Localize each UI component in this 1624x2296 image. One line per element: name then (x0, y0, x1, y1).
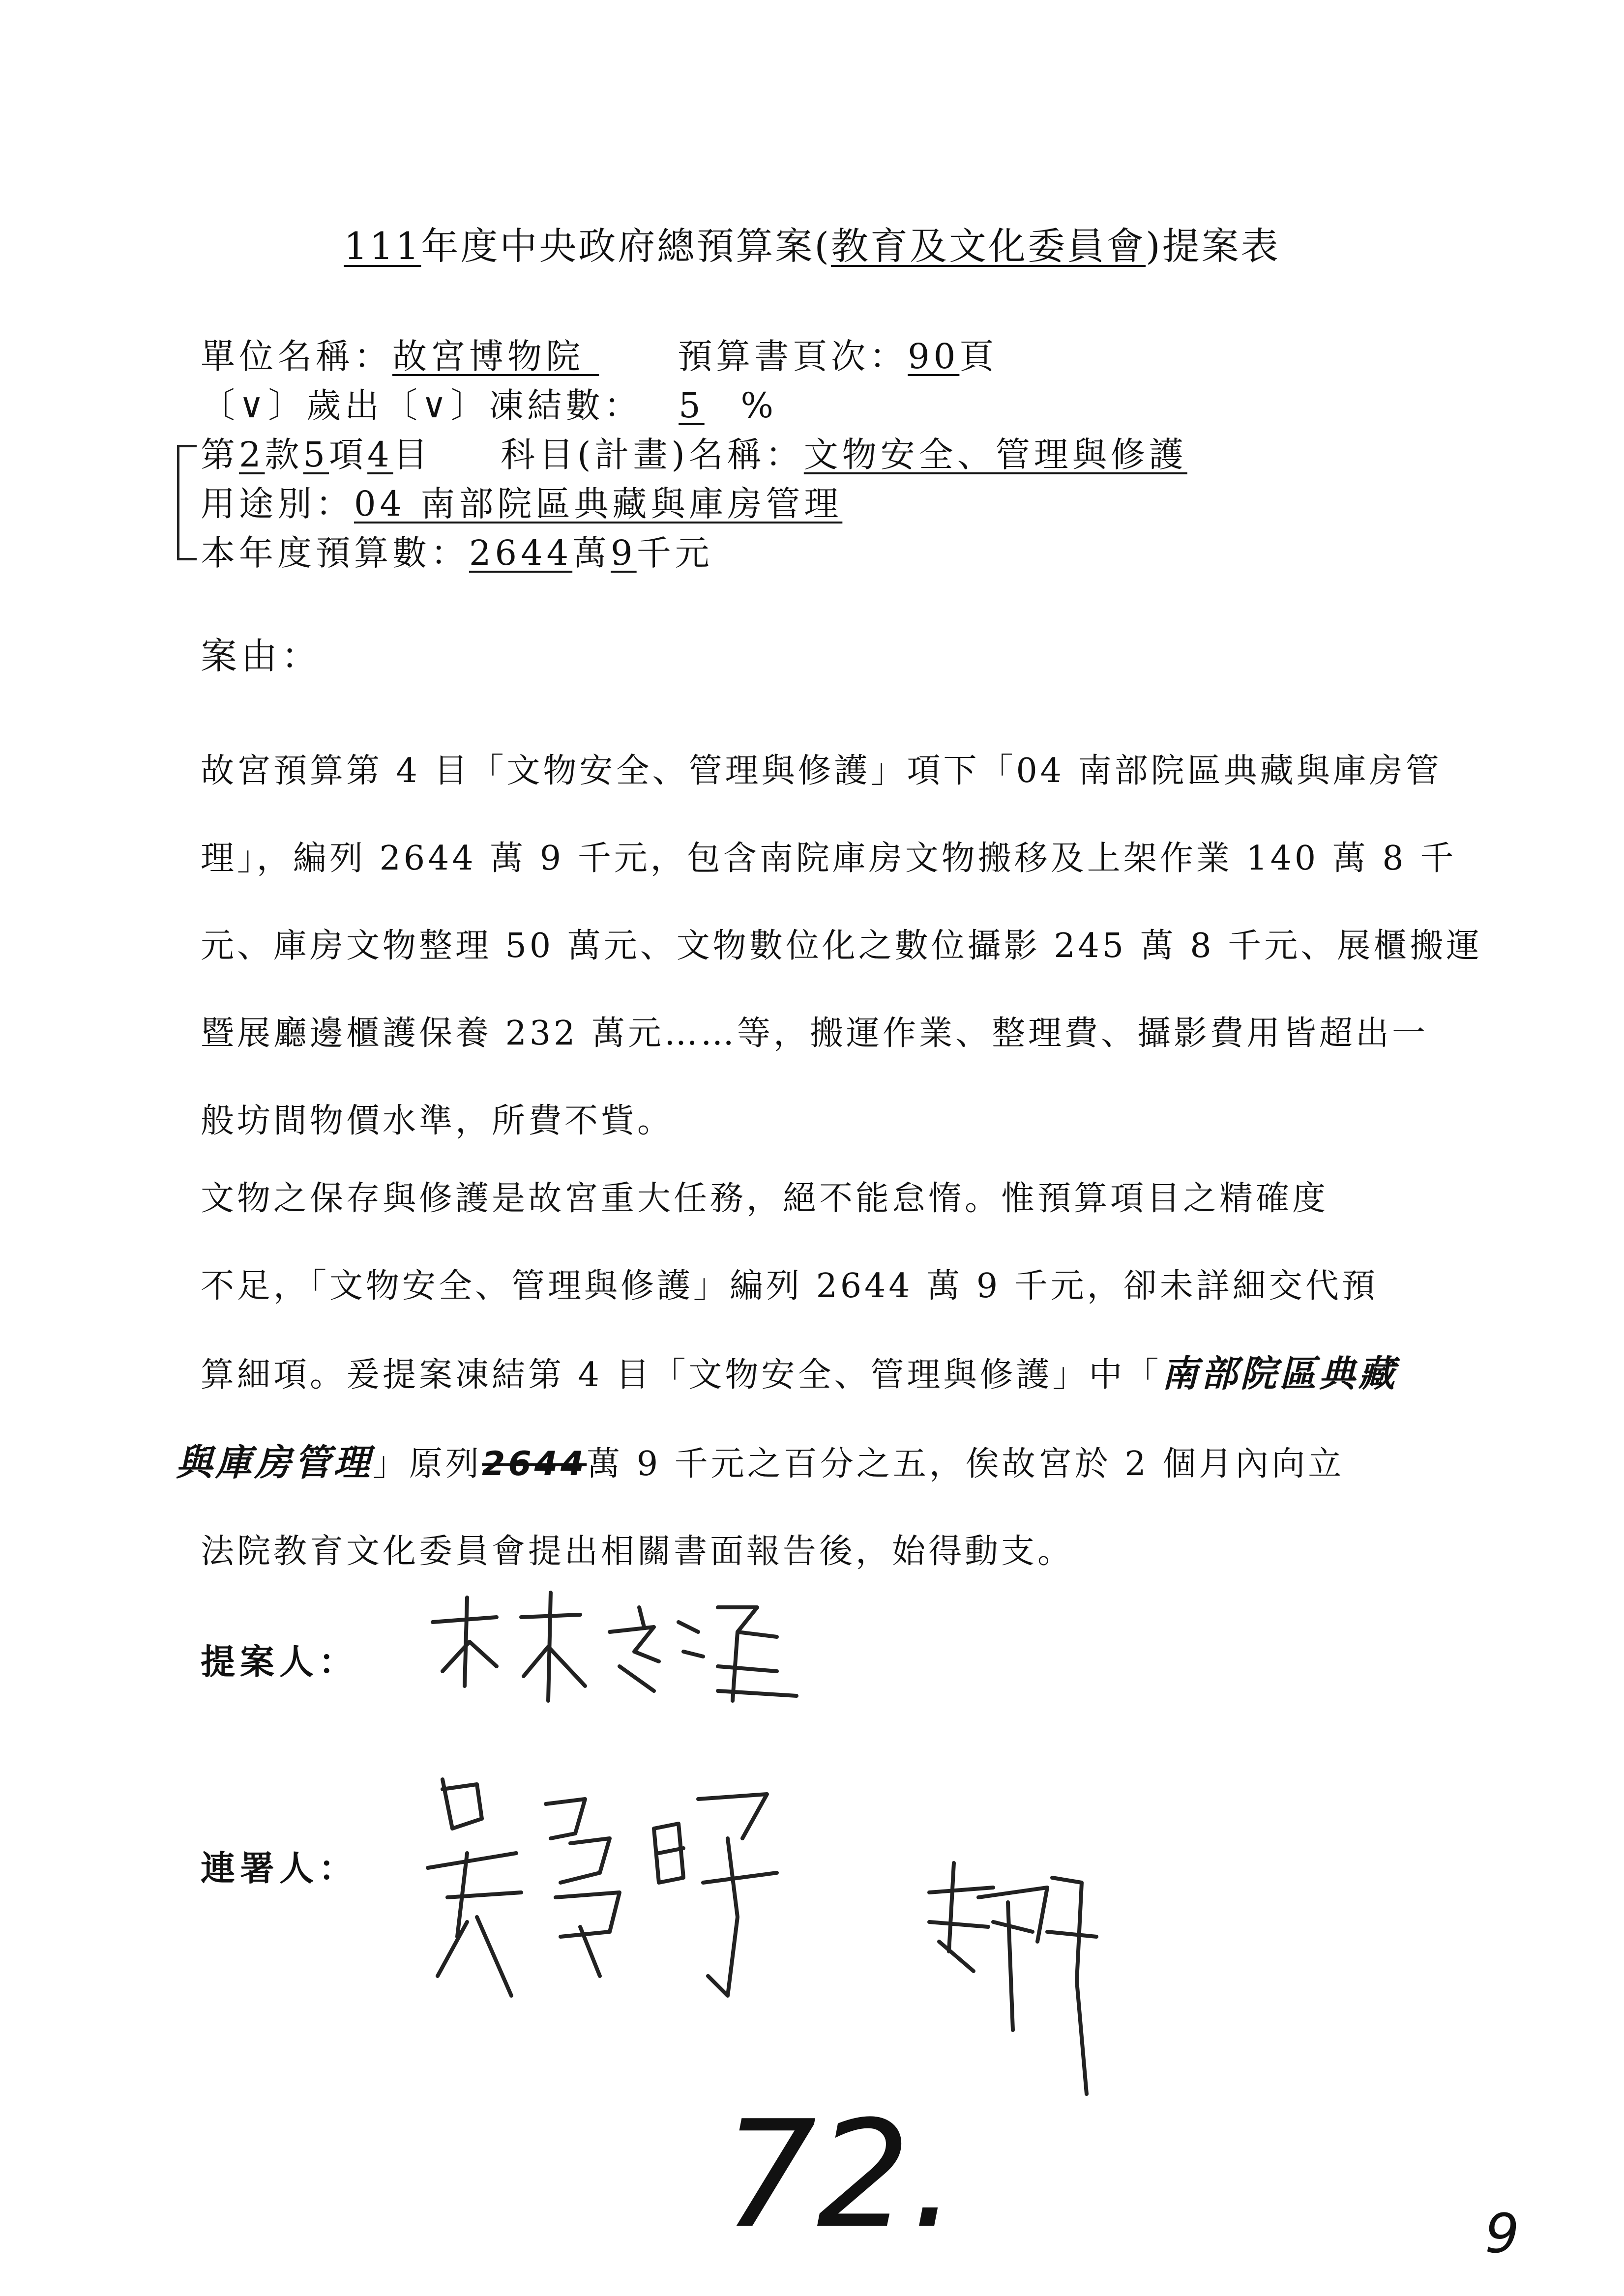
bracket-top (177, 445, 197, 447)
bracket-vertical (177, 445, 179, 560)
kuan-label: 款 (265, 435, 303, 475)
unit-underline-fill (584, 334, 663, 378)
paragraph-2-line (176, 1419, 1398, 1508)
freeze-unit: % (740, 385, 777, 426)
budget-row (201, 531, 713, 575)
bracket-bottom (177, 558, 197, 560)
cosigner-signature-2-icon (919, 1853, 1126, 2109)
handwritten-number: 2644 (482, 1445, 587, 1483)
reason-heading: 案由： (201, 635, 322, 677)
paragraph-1-line: 故宮預算第 4 目「文物安全、管理與修護」項下「04 南部院區典藏與庫房管 (201, 752, 1442, 790)
item-row (201, 433, 1187, 477)
subject-value: 文物安全、管理與修護 (803, 435, 1187, 475)
budget-qian-label: 千元 (636, 533, 713, 573)
mu-label: 目 (393, 435, 432, 475)
page-value: 90 (908, 336, 960, 377)
paragraph-1-line: 般坊間物價水準，所費不貲。 (201, 1102, 674, 1140)
title-part1: 年度中央政府總預算案( (421, 224, 831, 268)
handwritten-insert: 與庫房管理 (176, 1442, 373, 1484)
cosigner-signature-1-icon (423, 1770, 841, 2025)
paragraph-2-line (201, 1330, 1398, 1419)
page-title (0, 216, 1624, 270)
proposer-signature-icon (423, 1588, 816, 1715)
paragraph-1-line: 理」，編列 2644 萬 9 千元，包含南院庫房文物搬移及上架作業 140 萬 8 千 (201, 839, 1457, 878)
page-label: 預算書頁次： (678, 336, 908, 377)
title-committee: 教育及文化委員會 (831, 224, 1146, 268)
freeze-prefix: 〔∨〕歲出〔∨〕凍結數： (201, 385, 643, 426)
proposer-label: 提案人： (201, 1642, 358, 1682)
paragraph-1 (201, 727, 1482, 1165)
paragraph-2-line: 法院教育文化委員會提出相關書面報告後，始得動支。 (201, 1532, 1074, 1571)
usage-label: 用途別： (201, 484, 354, 524)
paragraph-1-line: 暨展廳邊櫃護保養 232 萬元……等，搬運作業、整理費、攝影費用皆超出一 (201, 1014, 1429, 1053)
handwritten-insert: 南部院區典藏 (1161, 1353, 1398, 1395)
paragraph-2-text: 萬 9 千元之百分之五，俟故宮於 2 個月內向立 (587, 1445, 1345, 1483)
usage-row (201, 482, 842, 526)
budget-qian-value: 9 (611, 533, 637, 573)
unit-label: 單位名稱： (201, 336, 392, 377)
xiang-value: 5 (303, 435, 329, 475)
subject-label: 科目(計畫)名稱： (501, 435, 804, 475)
handwritten-number-72: 72. (723, 2089, 958, 2261)
paragraph-2-text: 」原列 (373, 1445, 482, 1483)
budget-wan-label: 萬 (572, 533, 611, 573)
page-unit: 頁 (959, 336, 998, 377)
paragraph-1-line: 元、庫房文物整理 50 萬元、文物數位化之數位攝影 245 萬 8 千元、展櫃搬運 (201, 927, 1483, 965)
mu-value: 4 (367, 435, 393, 475)
paragraph-2-text: 算細項。爰提案凍結第 4 目「文物安全、管理與修護」中「 (201, 1356, 1162, 1395)
paragraph-2-line: 文物之保存與修護是故宮重大任務，絕不能怠惰。惟預算項目之精確度 (201, 1179, 1329, 1218)
title-part2: )提案表 (1146, 224, 1280, 268)
xiang-label: 項 (329, 435, 368, 475)
freeze-row (201, 383, 777, 428)
paragraph-2-line: 不足，「文物安全、管理與修護」編列 2644 萬 9 千元，卻未詳細交代預 (201, 1267, 1378, 1306)
budget-label: 本年度預算數： (201, 533, 469, 573)
kuan-value: 2 (239, 435, 265, 475)
item-prefix: 第 (201, 435, 239, 475)
page-number: 9 (1485, 2202, 1519, 2265)
usage-value: 04 南部院區典藏與庫房管理 (354, 484, 843, 524)
title-year: 111 (344, 224, 421, 268)
cosigner-label: 連署人： (201, 1848, 358, 1889)
paragraph-2 (176, 1155, 1398, 1596)
budget-wan-value: 2644 (469, 533, 573, 573)
unit-value: 故宮博物院 (392, 336, 584, 377)
freeze-value: 5 (679, 385, 705, 426)
unit-row (201, 334, 998, 378)
